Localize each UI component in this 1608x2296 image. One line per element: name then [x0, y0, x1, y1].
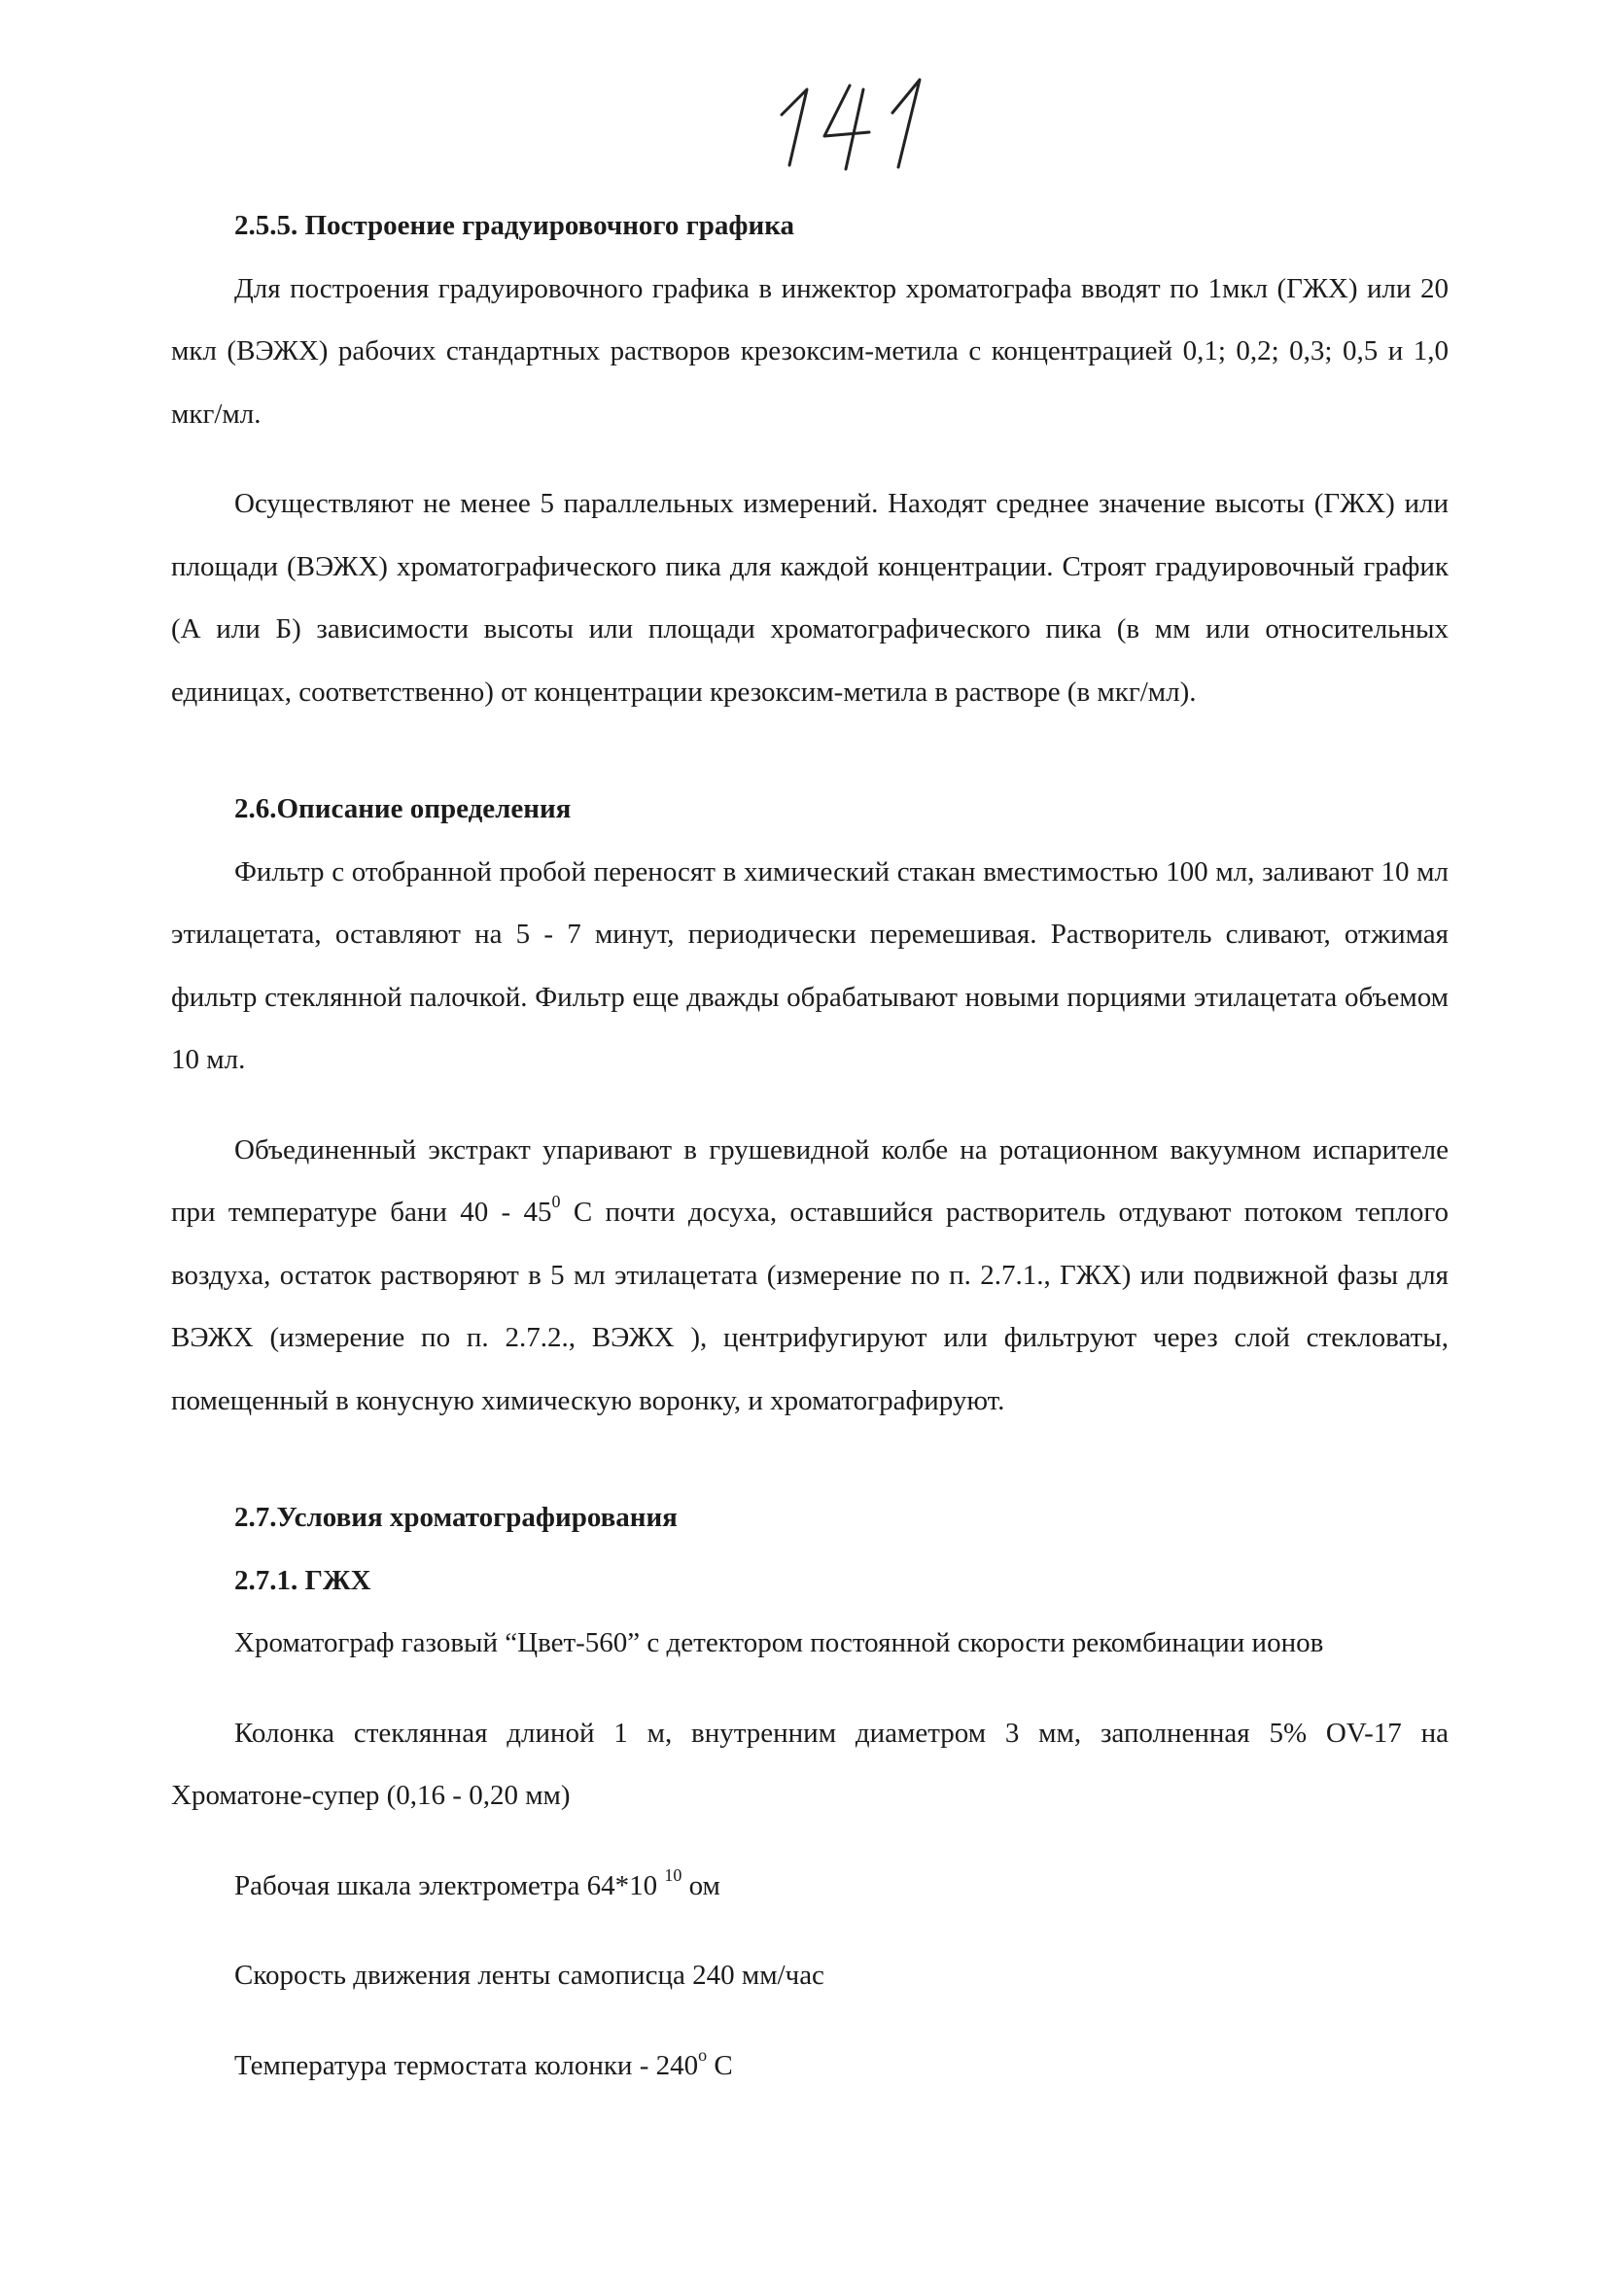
- exponent-superscript: 10: [664, 1864, 682, 1885]
- paragraph-filter-extraction: Фильтр с отобранной пробой переносят в химический стакан вместимостью 100 мл, заливают 10 мл этилацетата, оставляют на 5 - 7 минут, периодически перемешивая. Растворитель сливают, отжимая фильтр стеклянной палочкой. Фильтр еще дважды обрабатывают новыми порциями этилацетата объемом 10 мл.: [171, 855, 1449, 1075]
- paragraph-column: Колонка стеклянная длиной 1 м, внутренним диаметром 3 мм, заполненная 5% OV-17 на Хроматоне-супер (0,16 - 0,20 мм): [171, 1717, 1449, 1811]
- paragraph-column-temperature: Температура термостата колонки - 240$^o$ С: [234, 2044, 733, 2081]
- paragraph-electrometer-scale: Рабочая шкала электрометра 64*10 $^{10}$ ом: [234, 1864, 720, 1901]
- paragraph-calibration-measurements: Осуществляют не менее 5 параллельных измерений. Находят среднее значение высоты (ГЖХ) или площади (ВЭЖХ) хроматографического пика для каждой концентрации. Строят градуировочный график (А или Б) зависимости высоты или площади хроматографического пика (в мм или относительных единицах, соответственно) от концентрации крезоксим-метила в растворе (в мкг/мл).: [171, 488, 1449, 708]
- handwritten-page-number: [768, 68, 943, 175]
- section-heading-2-5-5: 2.5.5. Построение градуировочного графика: [234, 210, 794, 241]
- section-heading-2-7: 2.7.Условия хроматографирования: [234, 1502, 678, 1533]
- paragraph-chromatograph: Хроматограф газовый “Цвет-560” с детектором постоянной скорости рекомбинации ионов: [234, 1627, 1324, 1658]
- degree-superscript: 0: [551, 1192, 561, 1211]
- paragraph-calibration-injection: Для построения градуировочного графика в инжектор хроматографа вводят по 1мкл (ГЖХ) или 20 мкл (ВЭЖХ) рабочих стандартных растворов крезоксим-метила с концентрацией 0,1; 0,2; 0,3; 0,5 и 1,0 мкг/мл.: [171, 272, 1449, 430]
- document-body: [171, 194, 1449, 2097]
- section-heading-2-6: 2.6.Описание определения: [234, 793, 572, 824]
- degree-superscript: o: [698, 2044, 708, 2065]
- paragraph-recorder-speed: Скорость движения ленты самописца 240 мм/час: [234, 1960, 824, 1991]
- section-heading-2-7-1: 2.7.1. ГЖХ: [234, 1564, 371, 1596]
- paragraph-combined-extract: Объединенный экстракт упаривают в грушевидной колбе на ротационном вакуумном испарителе при температуре бани $40 - 45^0$ С почти досуха, оставшийся растворитель отдувают потоком теплого воздуха, остаток растворяют в 5 мл этилацетата (измерение по п. 2.7.1., ГЖХ) или подвижной фазы для ВЭЖХ (измерение по п. 2.7.2., ВЭЖХ ), центрифугируют или фильтруют через слой стекловаты, помещенный в конусную химическую воронку, и хроматографируют.: [171, 1133, 1450, 1416]
